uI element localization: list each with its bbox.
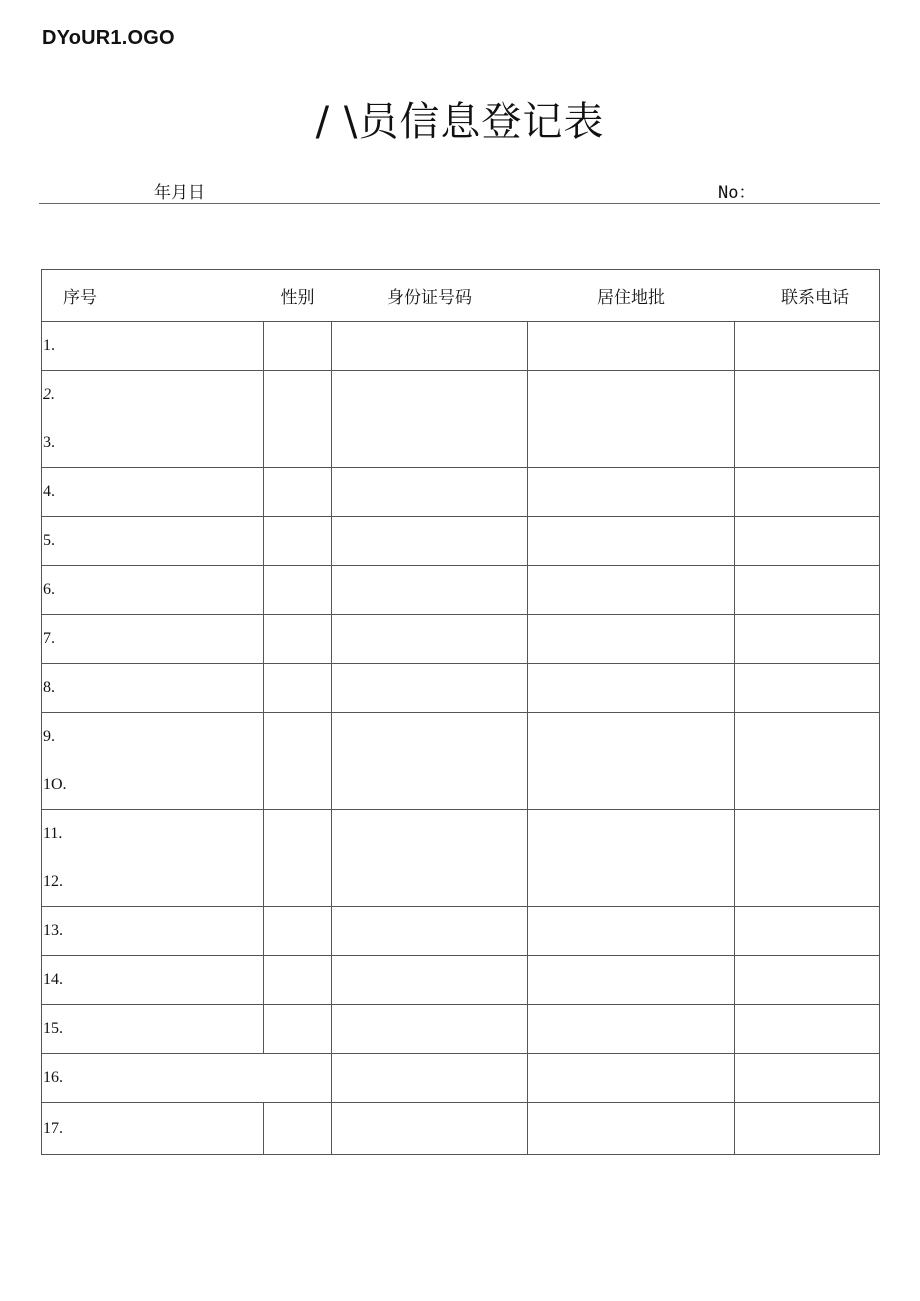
row-number-cell: 5. [42, 517, 264, 566]
phone-cell[interactable] [735, 664, 880, 713]
address-cell[interactable] [528, 1103, 735, 1155]
table-row [42, 713, 880, 810]
phone-cell[interactable] [735, 907, 880, 956]
id-number-cell[interactable] [332, 664, 528, 713]
gender-cell[interactable] [264, 1005, 332, 1054]
row-number-cell: 2. 3. [42, 371, 264, 468]
id-number-cell[interactable] [332, 713, 528, 810]
row-number-cell: 8. [42, 664, 264, 713]
row-number-cell: 1. [42, 322, 264, 371]
page-title: / \员信息登记表 [315, 99, 605, 145]
gender-cell[interactable] [264, 615, 332, 664]
phone-cell[interactable] [735, 322, 880, 371]
id-number-cell[interactable] [332, 907, 528, 956]
row-number-cell: 13. [42, 907, 264, 956]
id-number-cell[interactable] [332, 810, 528, 907]
id-number-cell[interactable] [332, 322, 528, 371]
table-row [42, 517, 880, 566]
row-number-cell: 15. [42, 1005, 264, 1054]
row-number-cell: 7. [42, 615, 264, 664]
address-cell[interactable] [528, 468, 735, 517]
column-header-phone: 联系电话 [735, 270, 880, 322]
logo-text: DYoUR1.OGO [42, 27, 175, 49]
date-label: 年月日 [154, 183, 205, 203]
gender-cell[interactable] [264, 664, 332, 713]
address-cell[interactable] [528, 956, 735, 1005]
phone-cell[interactable] [735, 713, 880, 810]
phone-cell[interactable] [735, 371, 880, 468]
id-number-cell[interactable] [332, 517, 528, 566]
column-header-gender: 性别 [264, 270, 332, 322]
address-cell[interactable] [528, 517, 735, 566]
row-number-cell: 14. [42, 956, 264, 1005]
address-cell[interactable] [528, 664, 735, 713]
phone-cell[interactable] [735, 956, 880, 1005]
gender-cell[interactable] [264, 907, 332, 956]
id-number-cell[interactable] [332, 468, 528, 517]
table-row [42, 907, 880, 956]
column-header-id-number: 身份证号码 [332, 270, 528, 322]
table-row [42, 468, 880, 517]
table-header-row [42, 270, 880, 322]
row-number-cell: 4. [42, 468, 264, 517]
row-number-cell: 6. [42, 566, 264, 615]
phone-cell[interactable] [735, 566, 880, 615]
phone-cell[interactable] [735, 468, 880, 517]
column-header-index: 序号 [42, 270, 264, 322]
gender-cell[interactable] [264, 517, 332, 566]
address-cell[interactable] [528, 322, 735, 371]
table-row [42, 956, 880, 1005]
address-cell[interactable] [528, 566, 735, 615]
address-cell[interactable] [528, 907, 735, 956]
id-number-cell[interactable] [332, 1005, 528, 1054]
row-number-cell: 11. 12. [42, 810, 264, 907]
gender-cell[interactable] [264, 713, 332, 810]
address-cell[interactable] [528, 615, 735, 664]
id-number-cell[interactable] [332, 615, 528, 664]
id-number-cell[interactable] [332, 566, 528, 615]
phone-cell[interactable] [735, 1005, 880, 1054]
table-row [42, 810, 880, 907]
id-number-cell[interactable] [332, 1103, 528, 1155]
id-number-cell[interactable] [332, 956, 528, 1005]
header-divider [39, 203, 880, 204]
table-row [42, 1103, 880, 1155]
table-row [42, 615, 880, 664]
number-label: No： [718, 183, 756, 203]
column-header-address: 居住地批 [528, 270, 735, 322]
address-cell[interactable] [528, 713, 735, 810]
table-row [42, 1005, 880, 1054]
table-row [42, 371, 880, 468]
gender-cell[interactable] [264, 371, 332, 468]
phone-cell[interactable] [735, 1103, 880, 1155]
address-cell[interactable] [528, 371, 735, 468]
row-number-cell: 17. [42, 1103, 264, 1155]
gender-cell[interactable] [264, 468, 332, 517]
table-row [42, 664, 880, 713]
phone-cell[interactable] [735, 615, 880, 664]
table-row [42, 1054, 880, 1103]
gender-cell[interactable] [264, 322, 332, 371]
address-cell[interactable] [528, 1005, 735, 1054]
gender-cell[interactable] [264, 1103, 332, 1155]
address-cell[interactable] [528, 1054, 735, 1103]
phone-cell[interactable] [735, 517, 880, 566]
gender-cell[interactable] [264, 810, 332, 907]
id-number-cell[interactable] [332, 371, 528, 468]
table-row [42, 566, 880, 615]
address-cell[interactable] [528, 810, 735, 907]
gender-cell[interactable] [264, 566, 332, 615]
row-number-cell: 9. 1O. [42, 713, 264, 810]
phone-cell[interactable] [735, 810, 880, 907]
phone-cell[interactable] [735, 1054, 880, 1103]
table-row [42, 322, 880, 371]
gender-cell[interactable] [264, 956, 332, 1005]
row-number-cell: 16. [42, 1054, 332, 1103]
id-number-cell[interactable] [332, 1054, 528, 1103]
registration-table [41, 269, 880, 1155]
